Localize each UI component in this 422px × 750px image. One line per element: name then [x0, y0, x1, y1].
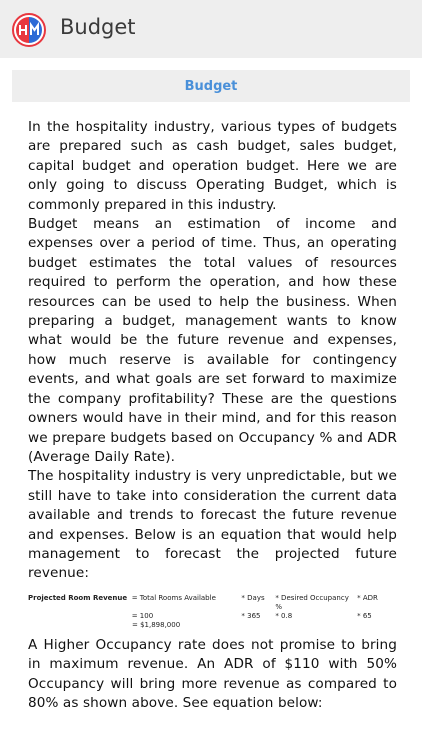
equation-row	[28, 612, 397, 621]
equation-term: * Days	[241, 593, 265, 602]
section-header	[12, 70, 410, 102]
equation-term: * ADR	[357, 593, 378, 602]
paragraph: In the hospitality industry, various types of budgets are prepared such as cash budget, sales budget, capital budget and operation budget. Here we are only going to discuss Operating Budget, which is commonly prepared in this industry.	[28, 119, 397, 213]
paragraph: A Higher Occupancy rate does not promise to bring in maximum revenue. An ADR of $110 with 50% Occupancy will bring more revenue as compared to 80% as shown above. See equation below:	[28, 636, 397, 711]
app-title: Budget	[60, 15, 136, 39]
paragraph: The hospitality industry is very unpredictable, but we still have to take into consideration the current data available and trends to forecast the future revenue and expenses. Below is an equation that would help management to forecast the projected future revenue:	[28, 468, 397, 582]
equation-label: Projected Room Revenue	[28, 593, 128, 602]
equation-result: = $1,898,000	[132, 620, 181, 629]
equation-row	[28, 621, 397, 630]
equation-value: * 0.8	[275, 611, 293, 620]
equation-value: = 100	[131, 611, 154, 620]
revenue-equation	[28, 594, 397, 630]
section-title: Budget	[184, 78, 238, 94]
equation-term: * Desired Occupancy %	[275, 593, 349, 611]
equation-value: * 365	[241, 611, 261, 620]
app-logo-icon	[12, 13, 46, 47]
equation-row	[28, 594, 397, 612]
equation-value: * 65	[357, 611, 372, 620]
equation-term: = Total Rooms Available	[131, 593, 216, 602]
article-body	[28, 118, 397, 713]
app-header	[0, 0, 422, 58]
paragraph: Budget means an estimation of income and expenses over a period of time. Thus, an operating budget estimates the total values of resources required to perform the operation, and how these resources can be used to help the business. When preparing a budget, management wants to know what would be the future revenue and expenses, how much reserve is available for contingency events, and what goals are set forward to maximize the company profitability? These are the questions owners would have in their mind, and for this reason we prepare budgets based on Occupancy % and ADR (Average Daily Rate).	[28, 216, 397, 465]
